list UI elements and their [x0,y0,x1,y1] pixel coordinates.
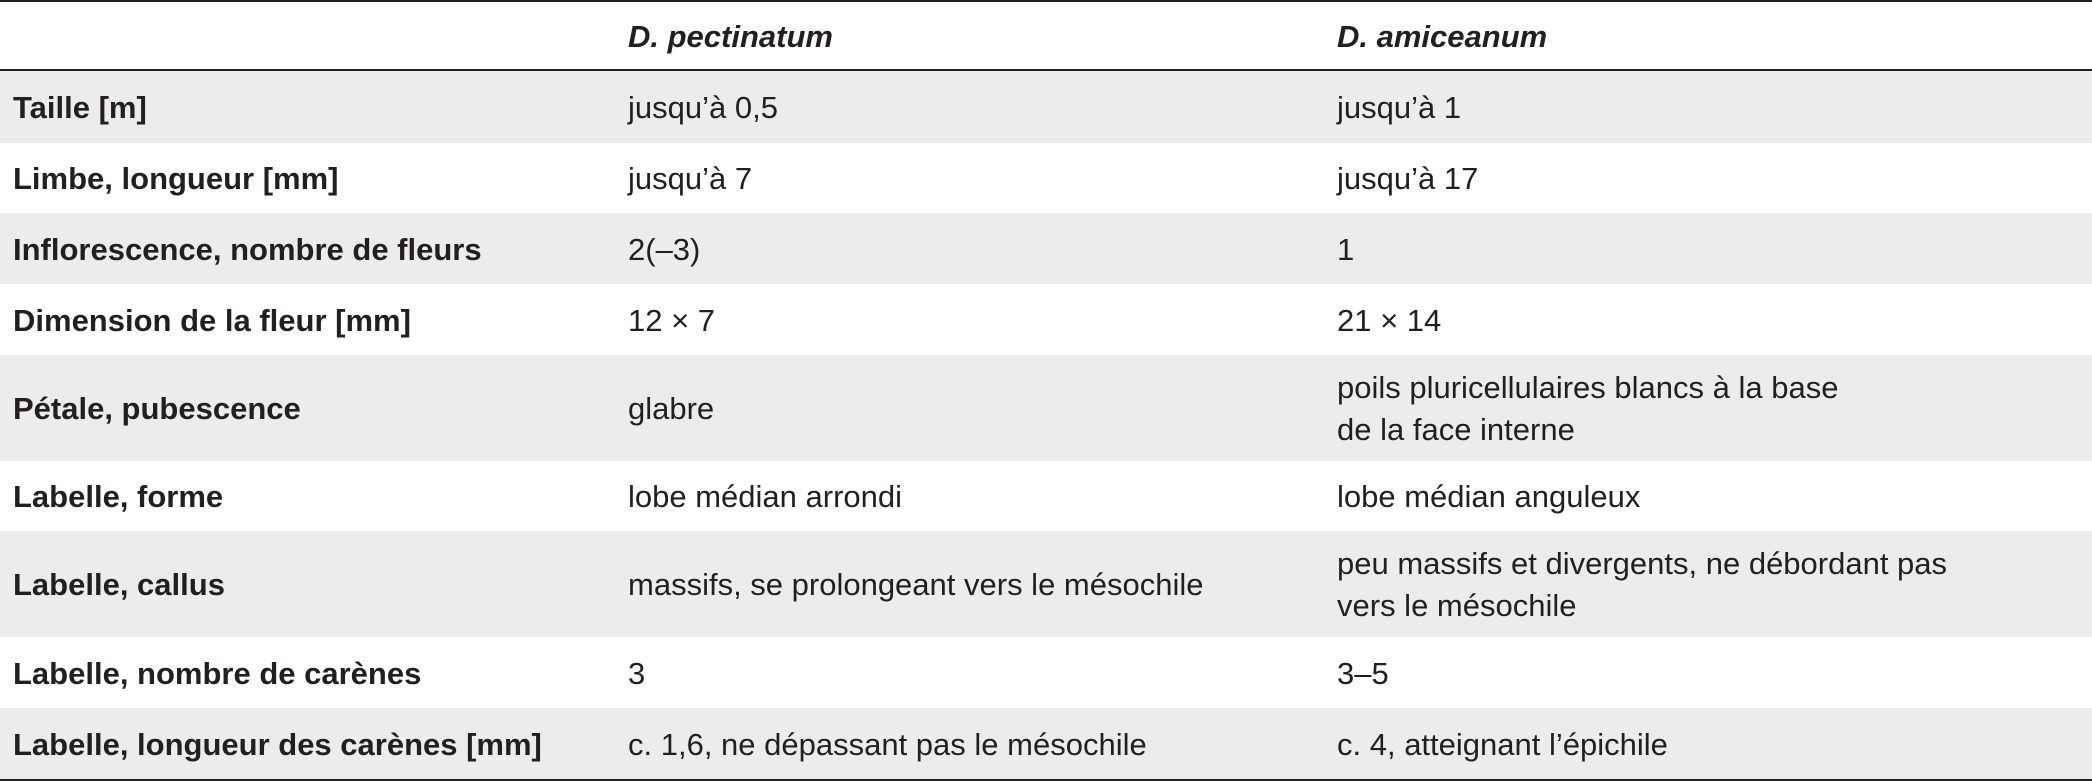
table-row [0,708,2092,779]
cell-text: 3–5 [1337,655,1389,691]
cell-text: vers le mésochile [1337,588,1577,623]
table-row [0,637,2092,708]
cell-d-pectinatum [628,227,1337,271]
cell-d-amiceanum [1337,298,2092,342]
cell-text: de la face interne [1337,412,1575,447]
cell-d-amiceanum [1337,156,2092,200]
row-label: Taille [m] [13,90,147,125]
cell-d-amiceanum [1337,227,2092,271]
cell-text: 1 [1337,231,1355,267]
cell-d-pectinatum [628,722,1337,766]
header-cell-empty [0,35,628,37]
table-row [0,213,2092,284]
cell-text: jusqu’à 0,5 [628,90,778,125]
cell-d-pectinatum [628,85,1337,129]
cell-d-pectinatum [628,298,1337,342]
table-row [0,71,2092,143]
cell-d-amiceanum [1337,651,2092,695]
cell-text: lobe médian anguleux [1337,479,1641,514]
cell-d-amiceanum [1337,85,2092,129]
cell-text: jusqu’à 7 [628,161,753,196]
cell-d-pectinatum [628,156,1337,200]
row-label: Labelle, forme [13,479,224,514]
cell-d-amiceanum [1337,722,2092,766]
cell-text: jusqu’à 1 [1337,90,1462,125]
cell-text: 3 [628,655,646,691]
row-label: Inflorescence, nombre de fleurs [13,231,482,267]
table-row [0,461,2092,531]
table-row [0,355,2092,461]
cell-d-pectinatum [628,562,1337,606]
row-label: Dimension de la fleur [mm] [13,302,411,338]
table-row [0,284,2092,355]
row-label: Labelle, nombre de carènes [13,655,422,691]
cell-text: massifs, se prolongeant vers le mésochile [628,567,1204,602]
cell-text: c. 4, atteignant l’épichile [1337,726,1668,762]
cell-d-pectinatum [628,474,1337,518]
cell-text: 21 × 14 [1337,302,1442,338]
cell-d-pectinatum [628,386,1337,430]
cell-d-amiceanum [1337,541,2092,627]
cell-text: 12 × 7 [628,302,716,338]
cell-text: lobe médian arrondi [628,479,903,514]
cell-text: c. 1,6, ne dépassant pas le mésochile [628,726,1147,762]
header-cell-d-pectinatum: D. pectinatum [628,18,833,54]
table-row [0,143,2092,213]
cell-d-amiceanum [1337,474,2092,518]
row-label: Pétale, pubescence [13,391,301,426]
cell-d-amiceanum [1337,365,2092,451]
cell-text: glabre [628,391,715,426]
cell-text: poils pluricellulaires blancs à la base [1337,370,1839,405]
row-label: Labelle, callus [13,567,225,602]
header-cell-d-amiceanum: D. amiceanum [1337,18,1548,54]
row-label: Limbe, longueur [mm] [13,161,339,196]
cell-text: jusqu’à 17 [1337,161,1479,196]
table-row [0,531,2092,637]
row-label: Labelle, longueur des carènes [mm] [13,726,542,762]
cell-text: peu massifs et divergents, ne débordant pas [1337,546,1948,581]
cell-text: 2(–3) [628,231,701,267]
table-header-row [0,2,2092,71]
cell-d-pectinatum [628,651,1337,695]
